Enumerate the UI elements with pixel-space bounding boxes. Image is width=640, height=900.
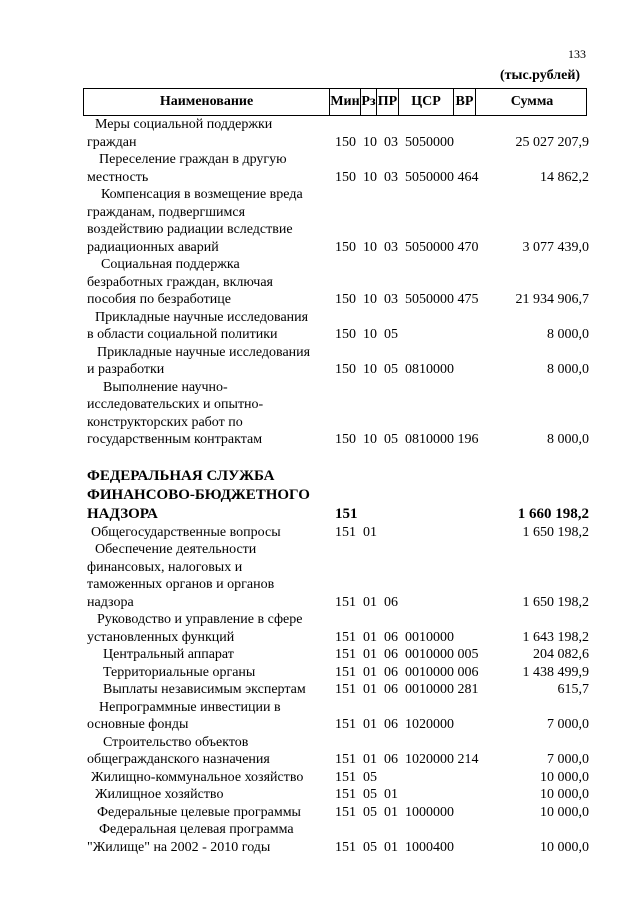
row-name-line: надзора	[87, 594, 134, 610]
row-name	[87, 699, 335, 734]
table-row	[87, 379, 589, 449]
row-name	[87, 821, 335, 856]
row-codes: 150 10 03 5050000 470	[335, 239, 479, 255]
row-name	[87, 379, 335, 449]
row-name-line: НАДЗОРА	[87, 505, 158, 522]
section-spacer	[87, 449, 589, 467]
row-name-line: установленных функций	[87, 629, 235, 645]
table-row	[87, 524, 589, 542]
row-codes: 151 05 01	[335, 787, 398, 802]
table-row	[87, 116, 589, 151]
row-name-line: таможенных органов и органов	[87, 577, 275, 592]
page-number: 133	[568, 47, 586, 61]
row-name-line: Жилищное хозяйство	[95, 787, 224, 802]
row-amount: 1 438 499,9	[522, 664, 589, 680]
row-amount: 8 000,0	[547, 432, 589, 447]
row-name	[87, 541, 335, 611]
row-name-line: и разработки	[87, 362, 165, 377]
row-codes: 150 10 05 0810000 196	[335, 432, 479, 447]
units-label: (тыс.рублей)	[500, 68, 581, 83]
row-name-line: радиационных аварий	[87, 239, 219, 255]
row-amount: 8 000,0	[547, 362, 589, 377]
row-amount: 25 027 207,9	[515, 134, 589, 150]
row-name-line: Строительство объектов	[103, 734, 249, 750]
row-name-line: воздействию радиации вследствие	[87, 222, 293, 237]
row-name	[87, 116, 335, 151]
table-row	[87, 186, 589, 256]
row-name	[87, 309, 335, 344]
table-row	[87, 734, 589, 769]
row-codes: 150 10 05	[335, 327, 398, 342]
row-amount: 10 000,0	[540, 787, 589, 802]
table-row	[87, 309, 589, 344]
row-name-line: Непрограммные инвестиции в	[99, 699, 281, 715]
row-name-line: гражданам, подвергшимся	[87, 204, 246, 220]
row-codes: 150 10 03 5050000 475	[335, 292, 479, 307]
row-codes: 151	[335, 505, 358, 522]
row-codes: 151 01 06 0010000 281	[335, 682, 479, 697]
row-name-line: Выполнение научно-	[103, 379, 228, 395]
table-row	[87, 681, 589, 699]
row-codes: 151 01 06 0010000 006	[335, 664, 479, 680]
row-codes: 151 01 06	[335, 594, 398, 610]
row-name-line: Прикладные научные исследования	[95, 309, 309, 325]
row-name-line: Руководство и управление в сфере	[97, 612, 303, 627]
row-amount: 1 650 198,2	[522, 524, 589, 540]
row-name	[87, 804, 335, 822]
header-rz: Рз	[360, 89, 376, 115]
header-name: Наименование	[159, 94, 254, 109]
row-name-line: граждан	[87, 134, 137, 150]
row-name-line: местность	[87, 169, 149, 185]
row-name	[87, 186, 335, 256]
row-codes: 151 05 01 1000400	[335, 839, 454, 855]
table-row	[87, 151, 589, 186]
row-name-line: ФИНАНСОВО-БЮДЖЕТНОГО	[87, 486, 310, 503]
row-name-line: Общегосударственные вопросы	[91, 524, 281, 540]
row-name	[87, 256, 335, 309]
row-name-line: Компенсация в возмещение вреда	[101, 187, 303, 202]
row-name	[87, 734, 335, 769]
row-name	[87, 467, 335, 524]
header-pr: ПР	[376, 89, 398, 115]
row-codes: 151 05	[335, 769, 377, 785]
table-row	[87, 541, 589, 611]
row-amount: 10 000,0	[540, 769, 589, 785]
table-row	[87, 786, 589, 804]
row-name	[87, 786, 335, 804]
row-name-line: ФЕДЕРАЛЬНАЯ СЛУЖБА	[87, 467, 275, 484]
table-row	[87, 664, 589, 682]
row-name-line: Территориальные органы	[103, 664, 256, 680]
row-name-line: Социальная поддержка	[101, 257, 240, 272]
row-codes: 151 01 06 1020000 214	[335, 752, 479, 767]
row-name-line: Прикладные научные исследования	[97, 344, 311, 360]
table-row	[87, 344, 589, 379]
row-amount: 1 643 198,2	[522, 629, 589, 645]
row-name-line: Переселение граждан в другую	[99, 152, 287, 167]
row-name-line: основные фонды	[87, 717, 189, 732]
row-codes: 151 01 06 0010000 005	[335, 647, 479, 662]
row-name	[87, 524, 335, 542]
row-codes: 151 05 01 1000000	[335, 804, 454, 820]
row-amount: 10 000,0	[540, 839, 589, 855]
row-amount: 3 077 439,0	[522, 239, 589, 255]
row-name-line: государственным контрактам	[87, 432, 263, 447]
row-amount: 7 000,0	[547, 752, 589, 767]
row-name-line: безработных граждан, включая	[87, 274, 273, 290]
row-amount: 14 862,2	[540, 169, 589, 185]
row-codes: 150 10 05 0810000	[335, 362, 454, 377]
table-header	[83, 88, 587, 116]
row-name-line: Федеральные целевые программы	[97, 804, 301, 820]
table-row	[87, 611, 589, 646]
row-name-line: Выплаты независимым экспертам	[103, 682, 306, 697]
table-row	[87, 769, 589, 787]
header-min: Мин	[329, 89, 360, 115]
row-name-line: в области социальной политики	[87, 327, 278, 342]
row-amount: 21 934 906,7	[515, 292, 589, 307]
table-row	[87, 256, 589, 309]
row-name-line: финансовых, налоговых и	[87, 559, 243, 575]
header-vr: ВР	[453, 89, 475, 115]
row-codes: 151 01 06 1020000	[335, 717, 454, 732]
row-amount: 10 000,0	[540, 804, 589, 820]
budget-table-body	[87, 116, 589, 856]
row-amount: 7 000,0	[547, 717, 589, 732]
row-name-line: Жилищно-коммунальное хозяйство	[91, 769, 304, 785]
row-amount: 8 000,0	[547, 327, 589, 342]
row-name	[87, 344, 335, 379]
row-name	[87, 769, 335, 787]
table-row	[87, 646, 589, 664]
row-amount: 615,7	[557, 682, 589, 697]
row-name-line: пособия по безработице	[87, 292, 231, 307]
row-name-line: общегражданского назначения	[87, 752, 270, 767]
agency-row	[87, 467, 589, 524]
row-name-line: Федеральная целевая программа	[99, 822, 294, 837]
header-csr: ЦСР	[398, 89, 453, 115]
row-name-line: конструкторских работ по	[87, 414, 243, 430]
table-row	[87, 804, 589, 822]
row-amount: 1 650 198,2	[522, 594, 589, 610]
row-name-line: Обеспечение деятельности	[95, 542, 257, 557]
row-name-line: Меры социальной поддержки	[95, 117, 273, 132]
row-name	[87, 681, 335, 699]
row-name-line: Центральный аппарат	[103, 647, 234, 662]
row-name	[87, 611, 335, 646]
table-row	[87, 821, 589, 856]
row-amount: 204 082,6	[533, 647, 589, 662]
row-amount: 1 660 198,2	[517, 505, 589, 522]
row-codes: 151 01	[335, 524, 377, 540]
row-name-line: "Жилище" на 2002 - 2010 годы	[87, 839, 271, 855]
row-codes: 150 10 03 5050000	[335, 134, 454, 150]
row-name	[87, 646, 335, 664]
row-name	[87, 664, 335, 682]
header-sum: Сумма	[475, 89, 588, 115]
row-codes: 150 10 03 5050000 464	[335, 169, 479, 185]
row-name-line: исследовательских и опытно-	[87, 397, 264, 412]
table-row	[87, 699, 589, 734]
row-name	[87, 151, 335, 186]
row-codes: 151 01 06 0010000	[335, 629, 454, 645]
